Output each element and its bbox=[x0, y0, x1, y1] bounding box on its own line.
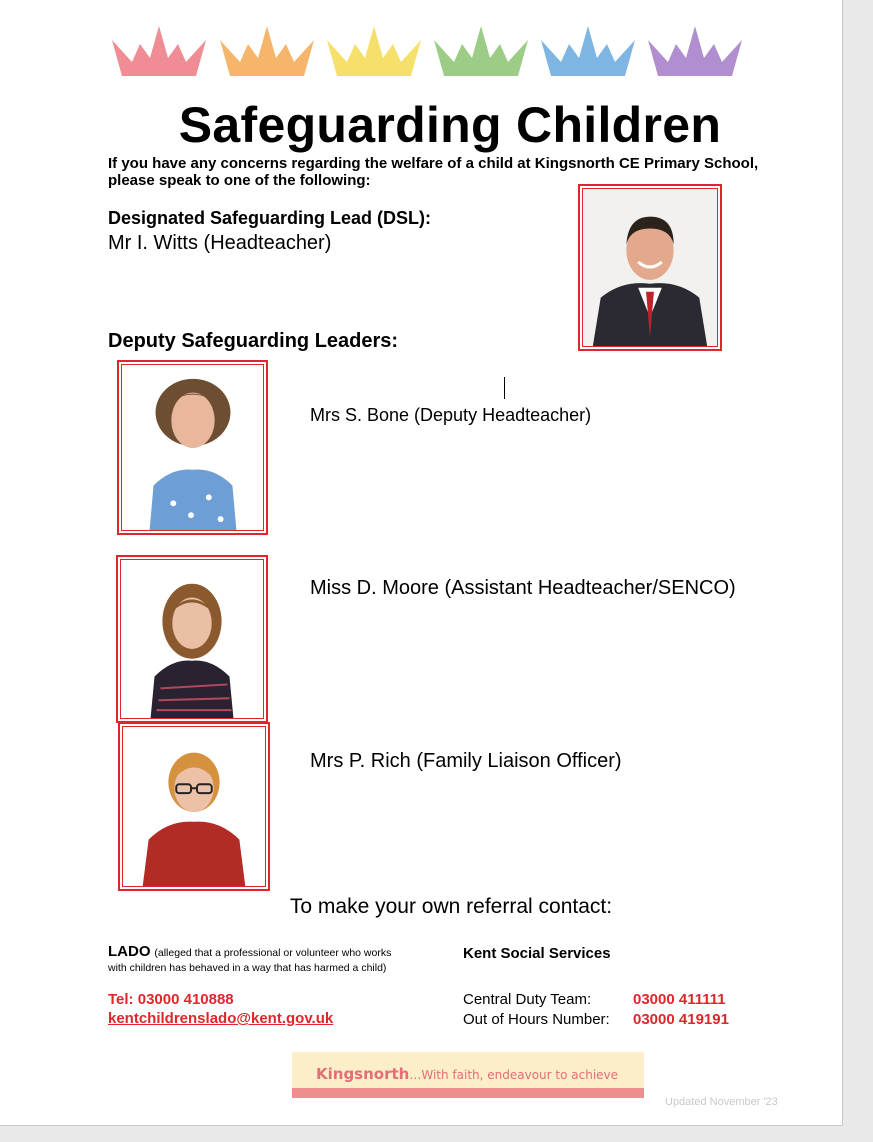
intro-text: If you have any concerns regarding the welfare of a child at Kingsnorth CE Primary School, please speak to one of the following: bbox=[108, 155, 759, 189]
dsl-photo-frame bbox=[578, 184, 722, 351]
deputy-photo-frame bbox=[117, 360, 268, 535]
lado-section bbox=[108, 945, 408, 975]
school-banner bbox=[292, 1052, 644, 1098]
crown-icon bbox=[432, 20, 530, 78]
lado-tel: Tel: 03000 410888 bbox=[108, 991, 234, 1008]
lado-note: (alleged that a professional or volunteer who works with children has behaved in a way that has harmed a child) bbox=[108, 947, 392, 974]
crown-icon bbox=[325, 20, 423, 78]
banner-motto: …With faith, endeavour to achieve bbox=[409, 1068, 619, 1082]
kss-row-number: 03000 411111 bbox=[633, 991, 726, 1008]
lado-label: LADO bbox=[108, 943, 151, 960]
crown-icon bbox=[646, 20, 744, 78]
deputy-photo-frame bbox=[116, 555, 268, 723]
kss-row-label: Out of Hours Number: bbox=[463, 1011, 610, 1028]
kss-row bbox=[463, 1011, 729, 1028]
text-cursor bbox=[504, 377, 505, 399]
deputy-photo bbox=[121, 560, 263, 718]
deputy-name: Miss D. Moore (Assistant Headteacher/SENCO) bbox=[310, 577, 736, 599]
banner-brand: Kingsnorth bbox=[316, 1065, 410, 1083]
deputy-photo-frame bbox=[118, 722, 270, 891]
deputy-photo bbox=[122, 365, 263, 530]
dsl-heading: Designated Safeguarding Lead (DSL): bbox=[108, 208, 432, 228]
deputy-name: Mrs S. Bone (Deputy Headteacher) bbox=[310, 405, 592, 425]
updated-note: Updated November '23 bbox=[665, 1096, 778, 1108]
kss-row-label: Central Duty Team: bbox=[463, 991, 592, 1008]
kss-row-number: 03000 419191 bbox=[633, 1011, 729, 1028]
crown-icon bbox=[218, 20, 316, 78]
kss-title: Kent Social Services bbox=[463, 945, 611, 962]
referral-heading: To make your own referral contact: bbox=[289, 895, 613, 918]
crown-icon bbox=[110, 20, 208, 78]
banner-text bbox=[316, 1064, 618, 1083]
deputy-photo bbox=[123, 727, 265, 886]
page-title: Safeguarding Children bbox=[178, 97, 722, 153]
deputy-name: Mrs P. Rich (Family Liaison Officer) bbox=[310, 750, 622, 772]
dsl-name: Mr I. Witts (Headteacher) bbox=[108, 232, 332, 254]
deputy-heading: Deputy Safeguarding Leaders: bbox=[108, 330, 399, 352]
lado-email-link[interactable]: kentchildrenslado@kent.gov.uk bbox=[108, 1010, 334, 1027]
crown-icon bbox=[539, 20, 637, 78]
dsl-photo bbox=[583, 189, 717, 346]
kss-row bbox=[463, 991, 726, 1008]
banner-stripe bbox=[292, 1088, 644, 1098]
